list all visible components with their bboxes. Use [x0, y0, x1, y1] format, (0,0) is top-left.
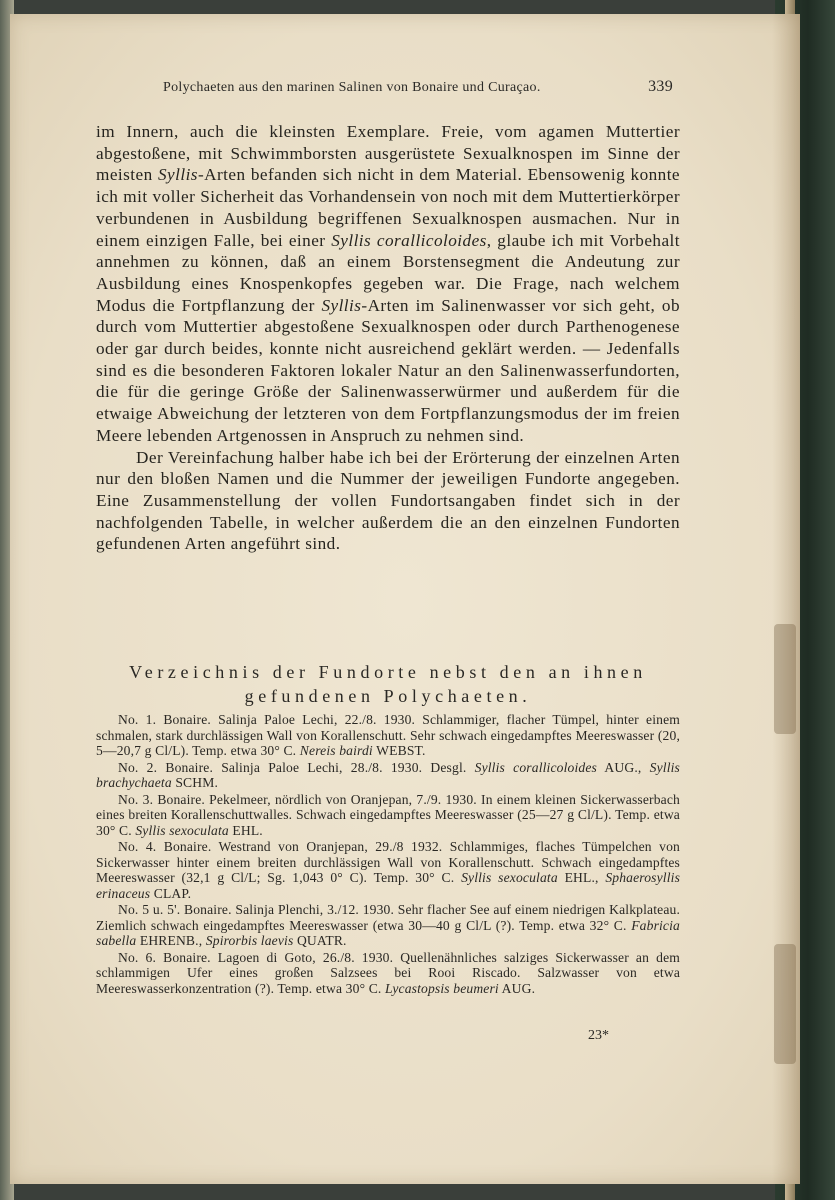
entry-text: AUG.	[498, 980, 536, 996]
section-heading-line: gefundenen Polychaeten.	[244, 686, 532, 706]
species-name: Sphaerosyllis erinaceus	[96, 870, 681, 901]
species-name: Syllis	[321, 295, 362, 315]
text-run: -Arten befanden sich nicht in dem Material. Ebensowenig konnte ich mit voller Sicherheit das Vorhandensein von noch mit dem Muttertierkörper verbundenen in Ausbildung begriffenen Sexualknospen ausmachen. Nur in einem einzigen Falle, bei einer	[96, 165, 681, 250]
entry-text: No. 4. Bonaire. Westrand von Oranjepan, 29./8 1932. Schlammiges, flaches Tümpelchen von Sickerwasser hinter einem breiten durchlässigen Wall von Korallenschutt. Schwach eingedampftes Meereswasser (32,1 g Cl/L; Sg. 1,043 0° C). Temp. 30° C.	[96, 839, 680, 885]
species-name: Nereis bairdi	[299, 743, 373, 758]
species-name: Syllis corallicoloides	[331, 230, 487, 250]
running-head	[163, 80, 673, 96]
text-run: -Arten im Salinenwasser vor sich geht, ob durch vom Muttertier abgestoßene Sexualknospen oder durch Parthenogenese oder gar durch beides, konnte nicht ausreichend geklärt werden. — Jedenfalls sind es die besonderen Faktoren lokaler Natur an den Salinenwasserfundorten, die für die geringe Größe der Salinenwasserwürmer und außerdem für die etwaige Abweichung der letzteren von dem Fortpflanzungsmodus der im freien Meere lebenden Artgenossen in Anspruch zu nehmen sind.	[96, 295, 680, 445]
entry-text: QUATR.	[293, 933, 347, 948]
entry-text: EHL.	[228, 822, 263, 838]
entry-text: No. 6. Bonaire. Lagoen di Goto, 26./8. 1930. Quellenähnliches salziges Sickerwasser an dem schlammigen Ufer eines großen Salzsees bei Rooi Riscado. Salzwasser von etwa Meereswasserkonzentration (?). Temp. etwa 30° C.	[96, 949, 680, 996]
page-number: 339	[648, 78, 673, 95]
locality-list	[96, 712, 680, 997]
main-text	[96, 121, 680, 555]
running-title: Polychaeten aus den marinen Salinen von Bonaire und Curaçao.	[163, 80, 541, 95]
paper-stain	[774, 624, 796, 734]
species-name: Syllis brachychaeta	[96, 759, 680, 790]
locality-entry	[96, 792, 680, 839]
paper-stain	[774, 944, 796, 1064]
paragraph: Der Vereinfachung halber habe ich bei der Erörterung der einzelnen Arten nur den bloßen Namen und die Nummer der jeweiligen Fundorte angegeben. Eine Zusammenstellung der vollen Fundortsangaben findet sich in der nachfolgenden Tabelle, in welcher außerdem die an den einzelnen Fundorten gefundenen Arten angeführt sind.	[96, 447, 680, 554]
paragraph	[96, 121, 680, 447]
species-name: Fabricia sabella	[96, 917, 680, 948]
entry-text: AUG.,	[596, 759, 650, 775]
locality-entry	[96, 839, 680, 901]
species-name: Syllis sexoculata	[135, 822, 229, 838]
section-heading-line: Verzeichnis der Fundorte nebst den an ihnen	[129, 662, 647, 682]
section-heading	[96, 660, 680, 708]
entry-text: No. 1. Bonaire. Salinja Paloe Lechi, 22./8. 1930. Schlammiger, flacher Tümpel, hinter einem schmalen, stark durchlässigen Wall von Korallenschutt. Sehr schwach eingedampftes Meereswasser (20, 5—20,7 g Cl/L). Temp. etwa 30° C.	[96, 712, 680, 758]
entry-text: No. 5 u. 5'. Bonaire. Salinja Plenchi, 3./12. 1930. Sehr flacher See auf einem niedrigen Kalkplateau. Ziemlich schwach eingedampftes Meereswasser (etwa 30—40 g Cl/L (?). Temp. etwa 32° C.	[96, 902, 680, 933]
locality-entry	[96, 950, 680, 997]
species-name: Syllis sexoculata	[461, 870, 558, 885]
entry-text: No. 2. Bonaire. Salinja Paloe Lechi, 28./8. 1930. Desgl.	[118, 759, 475, 775]
species-name: Syllis	[158, 165, 198, 185]
text-run: , glaube ich mit Vorbehalt annehmen zu können, daß an einem Borstensegment die Andeutung zur Ausbildung eines Knospenkopfes gegeben war. Die Frage, nach welchem Modus die Fortpflanzung der	[96, 230, 680, 315]
entry-text: CLAP.	[150, 885, 192, 901]
text-run: im Innern, auch die kleinsten Exemplare. Freie, vom agamen Muttertier abgestoßene, mit Schwimmborsten ausgerüstete Sexualknospen im Sinne der meisten	[96, 122, 680, 185]
entry-text: WEBST.	[372, 743, 426, 758]
locality-entry	[96, 760, 680, 791]
species-name: Spirorbis laevis	[205, 933, 294, 948]
entry-text: EHRENB.,	[136, 933, 206, 948]
locality-entry	[96, 902, 680, 949]
entry-text: No. 3. Bonaire. Pekelmeer, nördlich von Oranjepan, 7./9. 1930. In einem kleinen Sickerwasserbach eines breiten Korallenschuttwalles. Schwach eingedampftes Meereswasser (25—27 g Cl/L). Temp. etwa 30° C.	[96, 791, 680, 838]
species-name: Syllis corallicoloides	[474, 759, 597, 775]
species-name: Lycastopsis beumeri	[385, 980, 499, 996]
entry-text: EHL.,	[557, 870, 606, 885]
locality-entry	[96, 712, 680, 759]
signature-mark: 23*	[588, 1028, 609, 1043]
entry-text: SCHM.	[171, 775, 219, 790]
